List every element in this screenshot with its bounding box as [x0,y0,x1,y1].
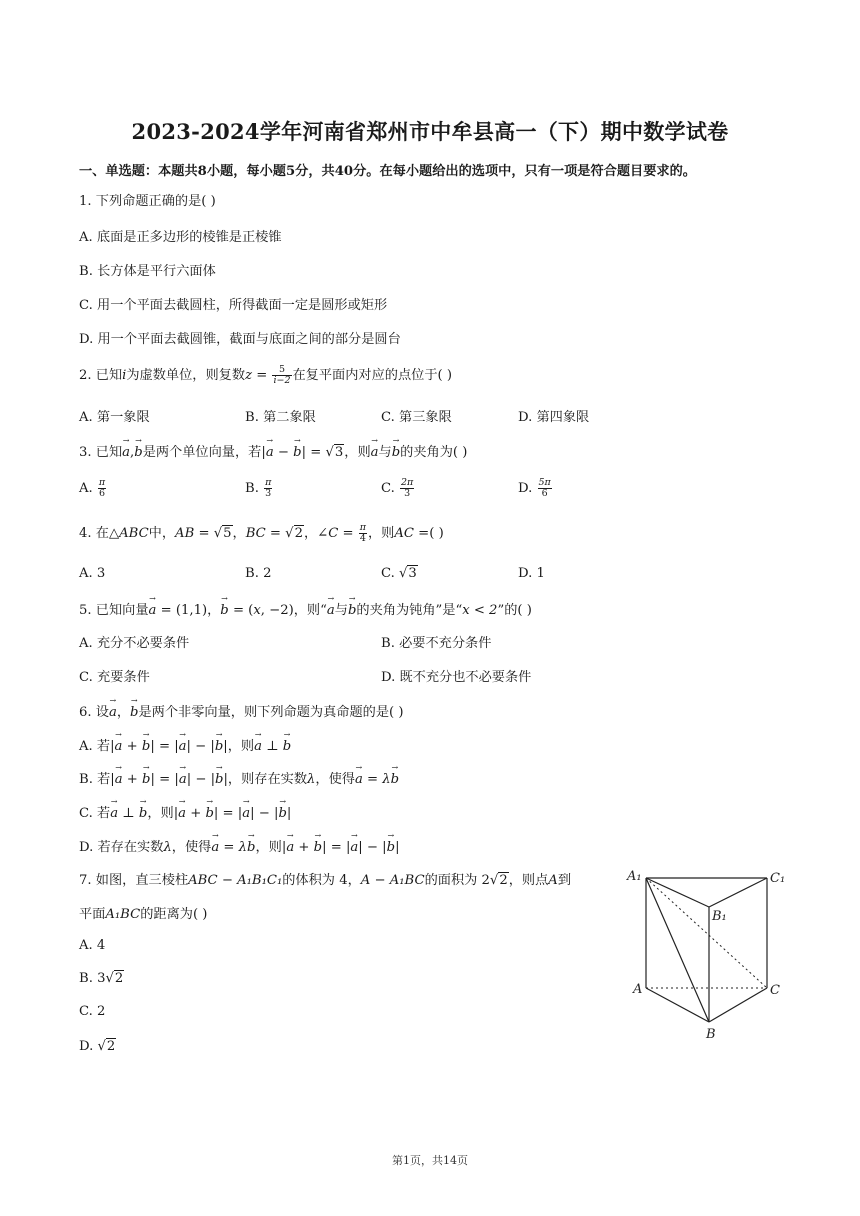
question-2-option-b[interactable]: B. 第二象限 [245,410,316,425]
question-1-option-d[interactable]: D. 用一个平面去截圆锥，截面与底面之间的部分是圆台 [79,332,401,347]
question-6-stem: 6. 设→ a，→ b是两个非零向量，则下列命题为真命题的是( ) [79,701,404,720]
page-footer: 第1页，共14页 [392,1154,468,1167]
question-7-stem-line2: 平面A₁BC的距离为( ) [79,907,208,922]
question-7-stem: 7. 如图，直三棱柱ABC − A₁B₁C₁的体积为 4，A − A₁BC的面积为 2√2，则点A到 [79,873,571,888]
label-a: A [633,982,643,997]
question-3-option-b[interactable]: B. $\frac{\pi}{3}$ [245,477,272,499]
question-5-stem: 5. 已知向量→ a = (1,1)，→ b = (x, −2)，则“→ a与→ b的夹角为钝角”是“x < 2”的( ) [79,599,532,618]
fraction: $\frac{5}{i-2}$ [273,364,291,386]
edge-a1b [646,878,709,1022]
question-1-stem: 1. 下列命题正确的是( ) [79,194,216,209]
question-2-option-a[interactable]: A. 第一象限 [79,410,150,425]
edge-ab [646,988,709,1022]
edge-a1b1 [646,878,709,907]
question-6-option-c[interactable]: C. 若→ a ⊥ → b，则|→ a + → b| = |→ a| − |→ b| [79,802,291,821]
hidden-edge-a1c [646,878,767,988]
label-c: C [770,983,780,998]
question-3-option-c[interactable]: C. $\frac{2\pi}{3}$ [381,477,414,499]
question-7-option-b[interactable]: B. 3√2 [79,971,124,986]
label-a1: A₁ [627,869,642,884]
question-7-option-c[interactable]: C. 2 [79,1004,106,1019]
question-1-option-c[interactable]: C. 用一个平面去截圆柱，所得截面一定是圆形或矩形 [79,298,388,313]
sqrt: √3 [325,445,344,460]
label-b: B [706,1027,716,1042]
question-2-stem: 2. 已知i为虚数单位，则复数z = $\frac{5}{i-2}$ 在复平面内对应的点位于( ) [79,364,453,386]
question-4-option-b[interactable]: B. 2 [245,566,272,581]
question-1-option-b[interactable]: B. 长方体是平行六面体 [79,264,216,279]
question-5-option-a[interactable]: A. 充分不必要条件 [79,636,190,651]
page-title: 2023-2024学年河南省郑州市中牟县高一（下）期中数学试卷 [131,119,729,144]
question-4-option-a[interactable]: A. 3 [79,566,106,581]
question-2-option-d[interactable]: D. 第四象限 [518,410,590,425]
question-4-option-c[interactable]: C. √3 [381,566,417,581]
question-2-option-c[interactable]: C. 第三象限 [381,410,452,425]
label-c1: C₁ [770,871,786,886]
question-3-option-a[interactable]: A. $\frac{\pi}{6}$ [79,477,106,499]
edge-bc [709,988,767,1022]
question-4-stem: 4. 在△ABC中，AB = √5，BC = √2，∠C = $\frac{\pi}{4}$ ，则AC =( ) [79,522,444,544]
question-7-option-d[interactable]: D. √2 [79,1039,116,1054]
question-5-option-d[interactable]: D. 既不充分也不必要条件 [381,670,532,685]
edge-b1c1 [709,878,767,907]
question-1-option-a[interactable]: A. 底面是正多边形的棱锥是正棱锥 [79,230,282,245]
question-5-option-b[interactable]: B. 必要不充分条件 [381,636,492,651]
question-6-option-d[interactable]: D. 若存在实数λ，使得→ a = λ→ b，则|→ a + → b| = |→ a| − |→ b| [79,836,400,855]
question-3-option-d[interactable]: D. $\frac{5\pi}{6}$ [518,477,551,499]
label-b1: B₁ [712,909,727,924]
question-7-option-a[interactable]: A. 4 [79,938,106,953]
section-heading: 一、单选题：本题共8小题，每小题5分，共40分。在每小题给出的选项中，只有一项是符合题目要求的。 [79,164,696,179]
question-3-stem: 3. 已知→ a,→ b是两个单位向量，若|→ a − → b| = √3，则→ a与→ b的夹角为( ) [79,441,467,460]
question-4-option-d[interactable]: D. 1 [518,566,545,581]
question-6-option-b[interactable]: B. 若|→ a + → b| = |→ a| − |→ b|，则存在实数λ，使得→ a = λ→ b [79,768,399,787]
prism-figure [624,862,800,1042]
question-5-option-c[interactable]: C. 充要条件 [79,670,150,685]
question-6-option-a[interactable]: A. 若|→ a + → b| = |→ a| − |→ b|，则→ a ⊥ → b [79,735,291,754]
